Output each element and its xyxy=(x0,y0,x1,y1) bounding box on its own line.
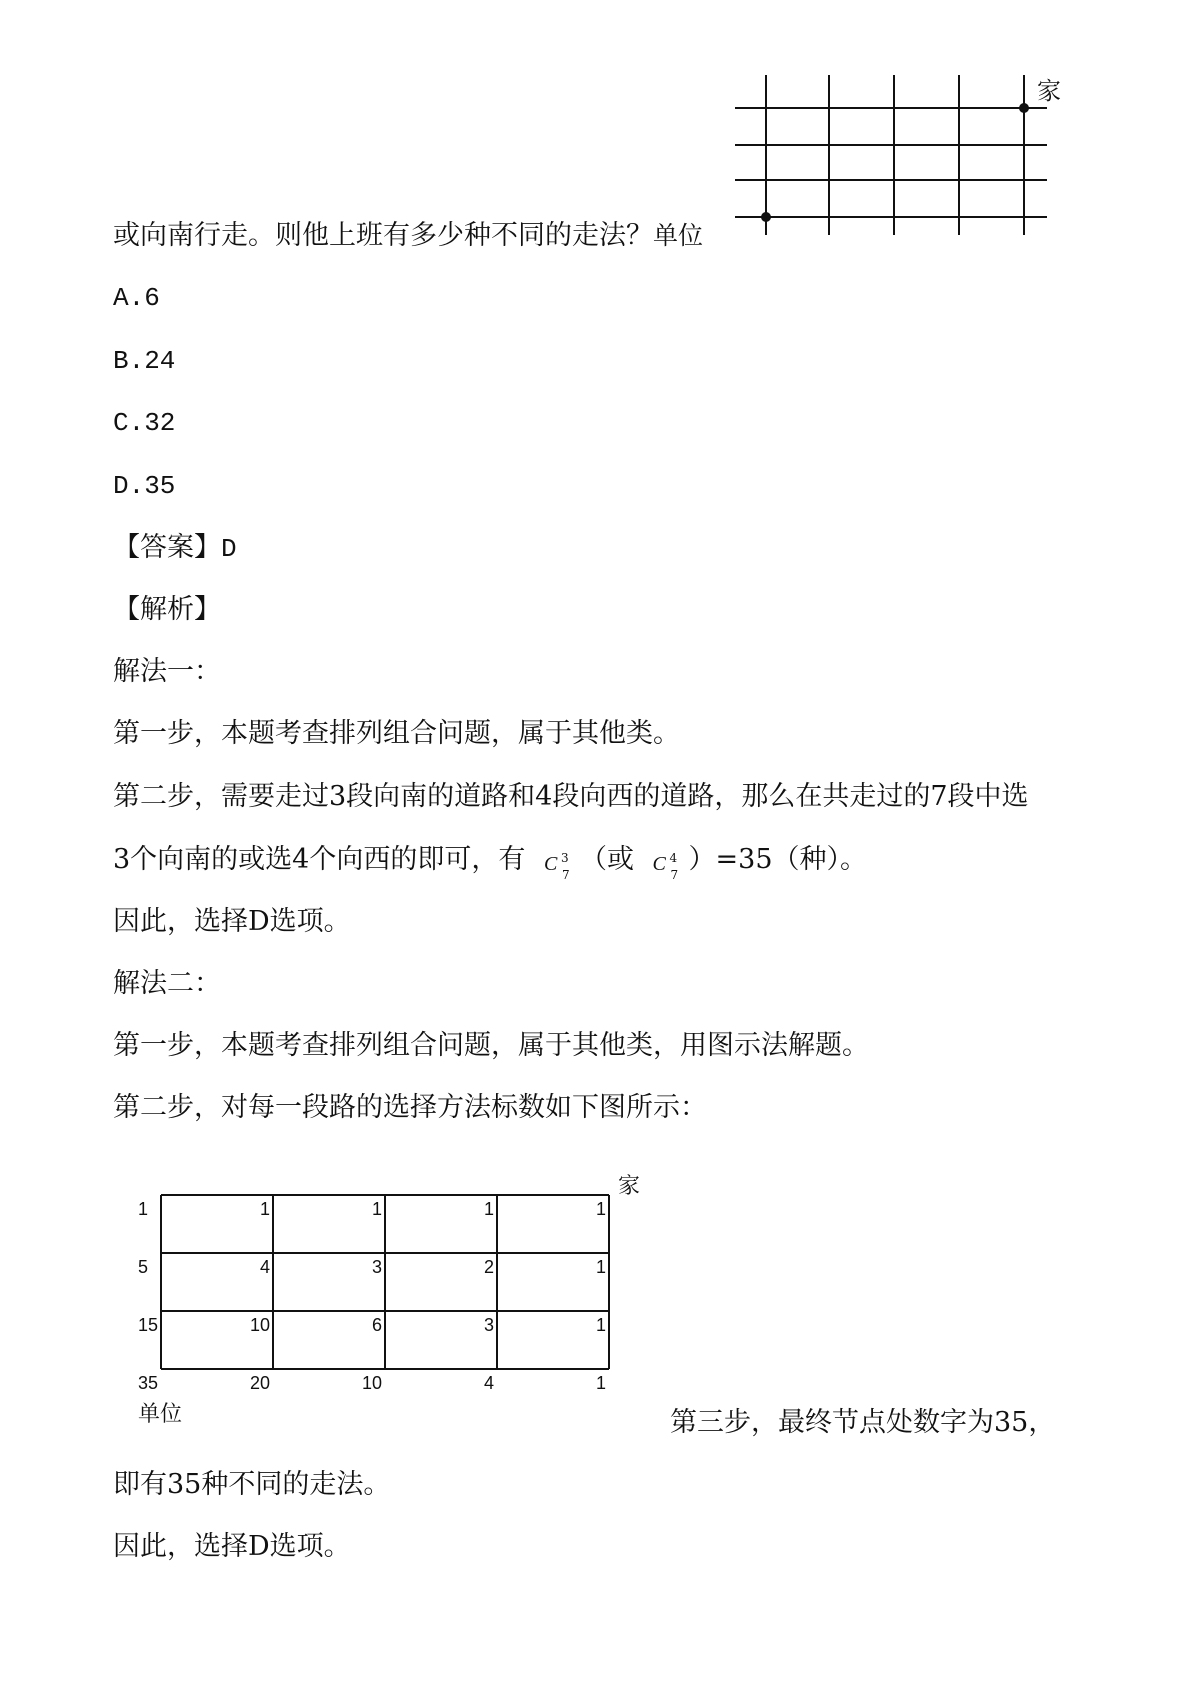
combination-c74: C 4 7 xyxy=(652,851,679,882)
office-node xyxy=(761,212,771,222)
answer-label: 【答案】 xyxy=(113,532,221,563)
grid-office-label: 单位 xyxy=(138,1401,183,1426)
home-node xyxy=(1019,103,1029,113)
grid-node-number: 1 xyxy=(483,1199,494,1219)
grid-node-number: 1 xyxy=(371,1199,382,1219)
question-stem: 或向南行走。则他上班有多少种不同的走法？ xyxy=(113,220,653,251)
step2-text-a: 3个向南的或选4个向西的即可，有 xyxy=(113,844,526,875)
grid-node-number: 1 xyxy=(595,1199,606,1219)
combination-c73: C 3 7 xyxy=(543,851,570,882)
method1-step2-line1: 第二步，需要走过3段向南的道路和4段向西的道路，那么在共走过的7段中选 xyxy=(113,781,1029,812)
method1-title: 解法一： xyxy=(113,656,221,687)
method2-title: 解法二： xyxy=(113,968,221,999)
method1-step1: 第一步，本题考查排列组合问题，属于其他类。 xyxy=(113,718,680,749)
method2-step3-line1: 第三步，最终节点处数字为35， xyxy=(670,1407,1056,1438)
grid-node-number: 3 xyxy=(483,1315,494,1335)
grid-node-number: 4 xyxy=(259,1257,270,1277)
grid-left-number: 5 xyxy=(138,1257,149,1277)
analysis-label: 【解析】 xyxy=(113,594,221,625)
option-d: D.35 xyxy=(113,471,176,501)
grid-left-number: 15 xyxy=(138,1315,159,1335)
grid-node-number: 1 xyxy=(595,1373,606,1393)
grid-node-number: 1 xyxy=(259,1199,270,1219)
grid-node-number: 10 xyxy=(249,1315,270,1335)
street-grid-figure xyxy=(735,75,1065,245)
answer-value: D xyxy=(221,534,237,564)
counting-grid-figure xyxy=(130,1165,660,1435)
method2-step3-line2: 即有35种不同的走法。 xyxy=(113,1469,391,1500)
home-label: 家 xyxy=(1037,78,1061,105)
method2-step1: 第一步，本题考查排列组合问题，属于其他类，用图示法解题。 xyxy=(113,1030,869,1061)
method1-conclusion: 因此，选择D选项。 xyxy=(113,906,351,937)
grid-node-number: 6 xyxy=(371,1315,382,1335)
method2-conclusion: 因此，选择D选项。 xyxy=(113,1531,351,1562)
grid-node-number: 20 xyxy=(249,1373,270,1393)
grid-node-number: 2 xyxy=(483,1257,494,1277)
grid-node-number: 3 xyxy=(371,1257,382,1277)
grid-left-number: 35 xyxy=(138,1373,159,1393)
grid-node-number: 1 xyxy=(595,1257,606,1277)
grid-node-number: 4 xyxy=(483,1373,494,1393)
grid-node-number: 10 xyxy=(361,1373,382,1393)
office-label: 单位 xyxy=(653,222,704,250)
method1-step2-line2 xyxy=(113,842,868,882)
step2-text-c: ）=35（种）。 xyxy=(688,844,868,875)
option-a: A.6 xyxy=(113,283,160,313)
option-b: B.24 xyxy=(113,346,176,376)
answer-line xyxy=(113,530,237,567)
grid-left-number: 1 xyxy=(138,1199,149,1219)
step2-text-b: （或 xyxy=(579,844,634,875)
method2-step2: 第二步，对每一段路的选择方法标数如下图所示： xyxy=(113,1092,707,1123)
option-c: C.32 xyxy=(113,408,176,438)
grid-node-number: 1 xyxy=(595,1315,606,1335)
question-text xyxy=(113,218,703,254)
grid-home-label: 家 xyxy=(618,1173,641,1198)
